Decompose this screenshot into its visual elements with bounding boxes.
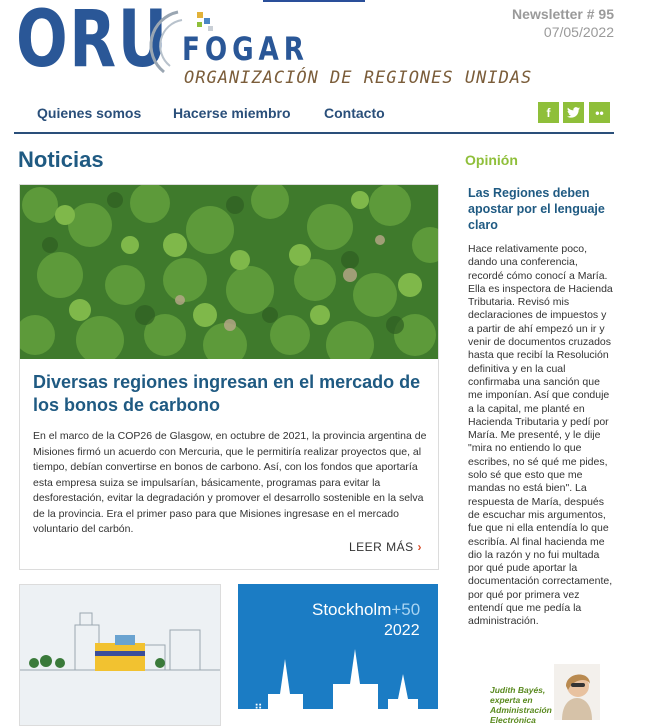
nav-item-hacerse-miembro[interactable]: Hacerse miembro [173,105,291,121]
logo-tagline: ORGANIZACIÓN DE REGIONES UNIDAS [184,68,533,88]
newsletter-info [512,5,614,41]
author-avatar [554,664,600,720]
news-thumbnail-city[interactable] [19,584,221,726]
grid-dots-icon: ⠿ [254,702,264,716]
forest-aerial-image[interactable] [20,185,438,359]
logo-fogar-text: FOGAR [182,30,309,68]
feature-news-body: En el marco de la COP26 de Glasgow, en octubre de 2021, la provincia argentina de Misiones firmó un acuerdo con Mercuria, que le permitiría realizar proyectos que, al tiempo, debían convertirse en bonos de carbono. Así, con los fondos que aportaría esta empresa suiza se impulsarían, básicamente, programas para evitar la desforestación, evitar la degradación y promover el desarrollo sostenible en la selva de la provincia. Era el primer paso para que Misiones ingresase en el mercado voluntario del carbón. [33,430,427,535]
twitter-bird-icon [567,107,580,118]
twitter-icon[interactable] [563,102,584,123]
news-thumbnail-stockholm[interactable] [238,584,438,724]
read-more-label: LEER MÁS [348,540,414,554]
main-nav [14,100,614,134]
nav-item-contacto[interactable]: Contacto [324,105,385,121]
stockholm-year: 2022 [384,622,420,639]
feature-news-card[interactable] [19,184,439,570]
city-illustration [20,585,220,725]
opinion-author: Judith Bayés, experta en Administración Electrónica [490,685,552,725]
stockholm-title-text: Stockholm [312,600,392,619]
chevron-right-icon: › [417,540,422,554]
section-title-noticias: Noticias [18,147,104,172]
nav-item-quienes-somos[interactable]: Quienes somos [37,105,142,121]
opinion-body: Hace relativamente poco, dando una conferencia, recordé cómo conocí a María. Ella es inspectora de Hacienda Tributaria. Revisó mis declaraciones de impuestos y a partir de ahí empezó un ir y venir de documentos cruzados hasta que recibí la Resolución definitiva y en la cual confirmaba una sanción que me imponían. Así que conduje a la capital, me planté en Hacienda Tributaria y pedí por María. Me presenté, y le dije "mira no entiendo lo que escribes, no sé qué me pides, solo sé que esto que me mandas no está bien". La respuesta de María, después de escuchar mis argumentos, fue que ni ella entendía lo que escribía. Al final hacienda me dio la razón y no fui multada por qué pude aportar la documentación correctamente, por qué por primera vez entendí que me pedía la administración. [468,243,613,628]
top-divider [263,0,365,2]
logo-oru-text: ORU [16,0,169,85]
stockholm-title [312,600,420,620]
newsletter-date: 07/05/2022 [543,24,614,40]
skyline-silhouette-icon [238,644,438,724]
opinion-title[interactable]: Las Regiones deben apostar por el lenguaje claro [468,186,605,232]
read-more-link[interactable] [349,540,422,554]
stockholm-title-suffix: +50 [391,600,421,619]
newsletter-number: Newsletter # 95 [512,6,614,22]
flickr-icon[interactable]: •• [589,102,610,123]
oru-fogar-logo[interactable] [16,0,533,90]
forest-canopy-illustration [20,185,438,359]
sidebar-heading-opinion: Opinión [465,152,518,168]
feature-news-title[interactable]: Diversas regiones ingresan en el mercado de los bonos de carbono [33,372,421,415]
facebook-icon[interactable]: f [538,102,559,123]
